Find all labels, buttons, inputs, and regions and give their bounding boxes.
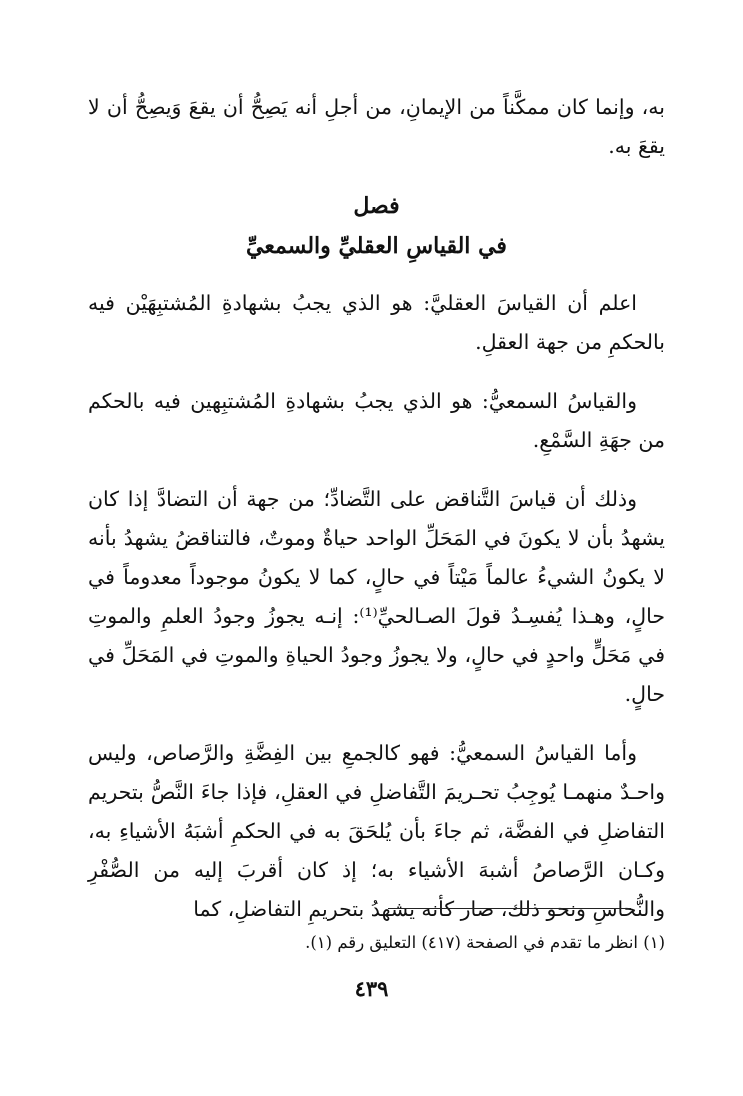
section-heading: فصل <box>353 193 400 219</box>
paragraph-rational-analogy: اعلم أن القياسَ العقليَّ: هو الذي يجبُ بشهادةِ المُشتبِهَيْن فيه بالحكمِ من جهة العقلِ. <box>88 291 665 354</box>
page-number: ٤٣٩ <box>354 976 389 1001</box>
footnote-divider <box>388 908 631 909</box>
paragraph-textual-analogy: والقياسُ السمعيُّ: هو الذي يجبُ بشهادةِ المُشتبِهين فيه بالحكم من جهَةِ السَّمْعِ. <box>88 389 665 452</box>
body-text <box>88 88 665 949</box>
continuation-paragraph: به، وإنما كان ممكَّناً من الإيمانِ، من أجلِ أنه يَصِحُّ أن يقعَ وَيصِحُّ أن لا يقعَ به. <box>88 95 665 158</box>
footnote: (١) انظر ما تقدم في الصفحة (٤١٧) التعليق رقم (١). <box>305 933 665 952</box>
paragraph-silver-lead: وأما القياسُ السمعيُّ: فهو كالجمعِ بين الفِضَّةِ والرَّصاص، وليس واحـدٌ منهمـا يُوجِبُ تحـريمَ التَّفاضلِ في العقلِ، فإذا جاءَ النَّصُّ بتحريم التفاضلِ في الفضَّة، ثم جاءَ بأن يُلحَقَ به في الحكمِ أشبَهُ الأشياءِ به، وكـان الرَّصاصُ أشبهَ الأشياء به؛ إذ كان أقربَ إليه من الصُّفْرِ والنُّحاسِ ونحو ذلك، صار كأنه يشهدُ بتحريمِ التفاضلِ، كما <box>88 741 665 921</box>
section-subheading: في القياسِ العقليِّ والسمعيِّ <box>246 233 507 259</box>
paragraph-contradiction: وذلك أن قياسَ التَّناقض على التَّضادِّ؛ من جهة أن التضادَّ إذا كان يشهدُ بأن لا يكونَ في المَحَلِّ الواحد حياةٌ وموتٌ، فالتناقضُ يشهدُ بأنه لا يكونُ الشيءُ عالماً مَيْتاً في حالٍ، كما لا يكونُ موجوداً معدوماً في حالٍ، وهـذا يُفسِـدُ قولَ الصـالحيِّ⁽¹⁾: إنـه يجوزُ وجودُ العلمِ والموتِ في مَحَلٍّ واحدٍ في حالٍ، ولا يجوزُ وجودُ الحياةِ والموتِ في المَحَلِّ في حالٍ. <box>88 487 666 706</box>
